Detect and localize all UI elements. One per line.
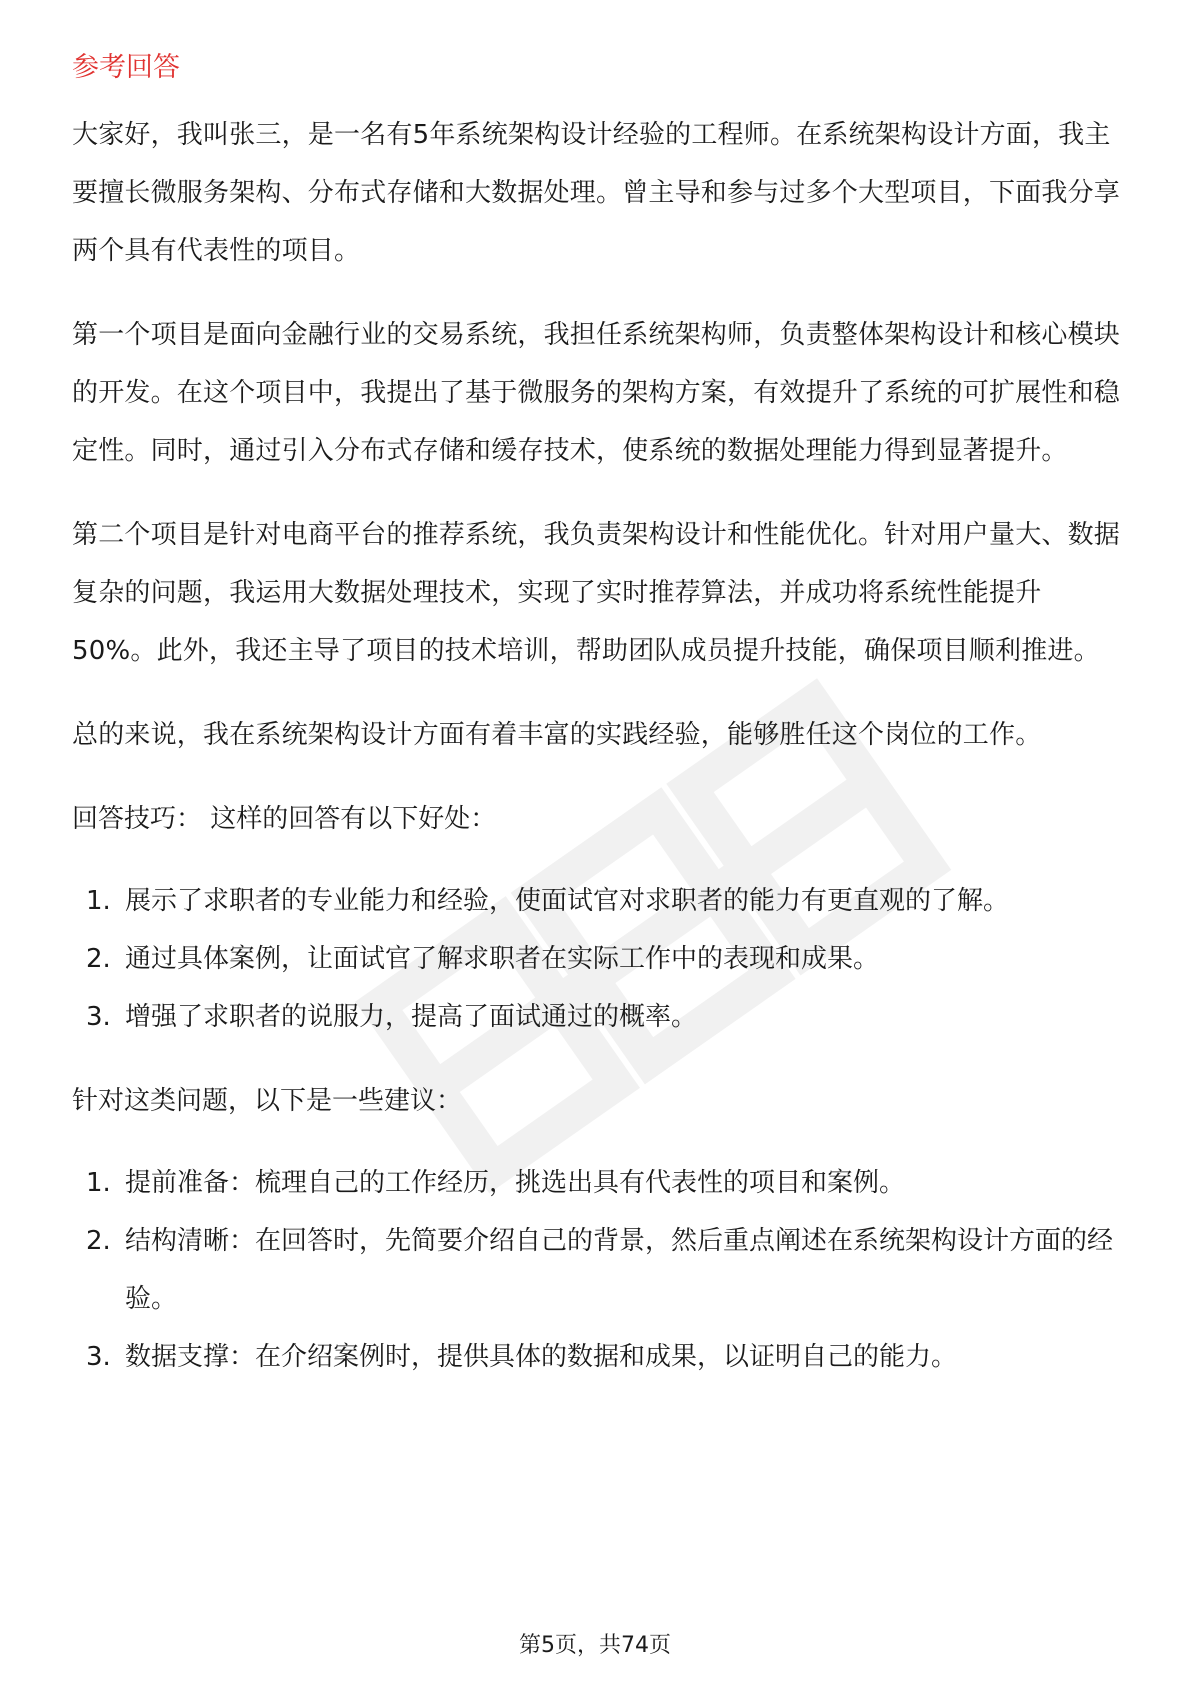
- list-item: [72, 988, 1120, 1046]
- main-content: [72, 44, 1120, 1412]
- section-title: 参考回答: [72, 52, 180, 83]
- list-text: 增强了求职者的说服力，提高了面试通过的概率。: [125, 1002, 698, 1032]
- paragraph-summary: 总的来说，我在系统架构设计方面有着丰富的实践经验，能够胜任这个岗位的工作。: [72, 720, 1042, 750]
- page-number: 第5页，共74页: [519, 1633, 671, 1658]
- tips-list: [72, 872, 1120, 1046]
- list-item: [72, 1154, 1120, 1212]
- list-number: 3.: [86, 1002, 111, 1032]
- list-number: 2.: [86, 1226, 111, 1256]
- list-item: [72, 1328, 1120, 1386]
- list-item: [72, 872, 1120, 930]
- list-number: 2.: [86, 944, 111, 974]
- list-text: 展示了求职者的专业能力和经验，使面试官对求职者的能力有更直观的了解。: [125, 886, 1010, 916]
- list-text: 通过具体案例，让面试官了解求职者在实际工作中的表现和成果。: [125, 944, 880, 974]
- paragraph-intro: 大家好，我叫张三，是一名有5年系统架构设计经验的工程师。在系统架构设计方面，我主要擅长微服务架构、分布式存储和大数据处理。曾主导和参与过多个大型项目，下面我分享两个具有代表性的项目。: [72, 120, 1121, 266]
- list-number: 1.: [86, 1168, 111, 1198]
- paragraph-project-two: 第二个项目是针对电商平台的推荐系统，我负责架构设计和性能优化。针对用户量大、数据复杂的问题，我运用大数据处理技术，实现了实时推荐算法，并成功将系统性能提升50%。此外，我还主导了项目的技术培训，帮助团队成员提升技能，确保项目顺利推进。: [72, 520, 1121, 666]
- paragraph-project-one: 第一个项目是面向金融行业的交易系统，我担任系统架构师，负责整体架构设计和核心模块的开发。在这个项目中，我提出了基于微服务的架构方案，有效提升了系统的可扩展性和稳定性。同时，通过引入分布式存储和缓存技术，使系统的数据处理能力得到显著提升。: [72, 320, 1121, 466]
- list-text: 结构清晰：在回答时，先简要介绍自己的背景，然后重点阐述在系统架构设计方面的经验。: [125, 1226, 1114, 1314]
- list-item: [72, 930, 1120, 988]
- list-text: 数据支撑：在介绍案例时，提供具体的数据和成果，以证明自己的能力。: [125, 1342, 958, 1372]
- tips-label: 回答技巧： 这样的回答有以下好处：: [72, 804, 497, 834]
- list-item: [72, 1212, 1120, 1328]
- list-text: 提前准备：梳理自己的工作经历，挑选出具有代表性的项目和案例。: [125, 1168, 906, 1198]
- advice-list: [72, 1154, 1120, 1386]
- list-number: 3.: [86, 1342, 111, 1372]
- list-number: 1.: [86, 886, 111, 916]
- advice-label: 针对这类问题，以下是一些建议：: [72, 1086, 463, 1116]
